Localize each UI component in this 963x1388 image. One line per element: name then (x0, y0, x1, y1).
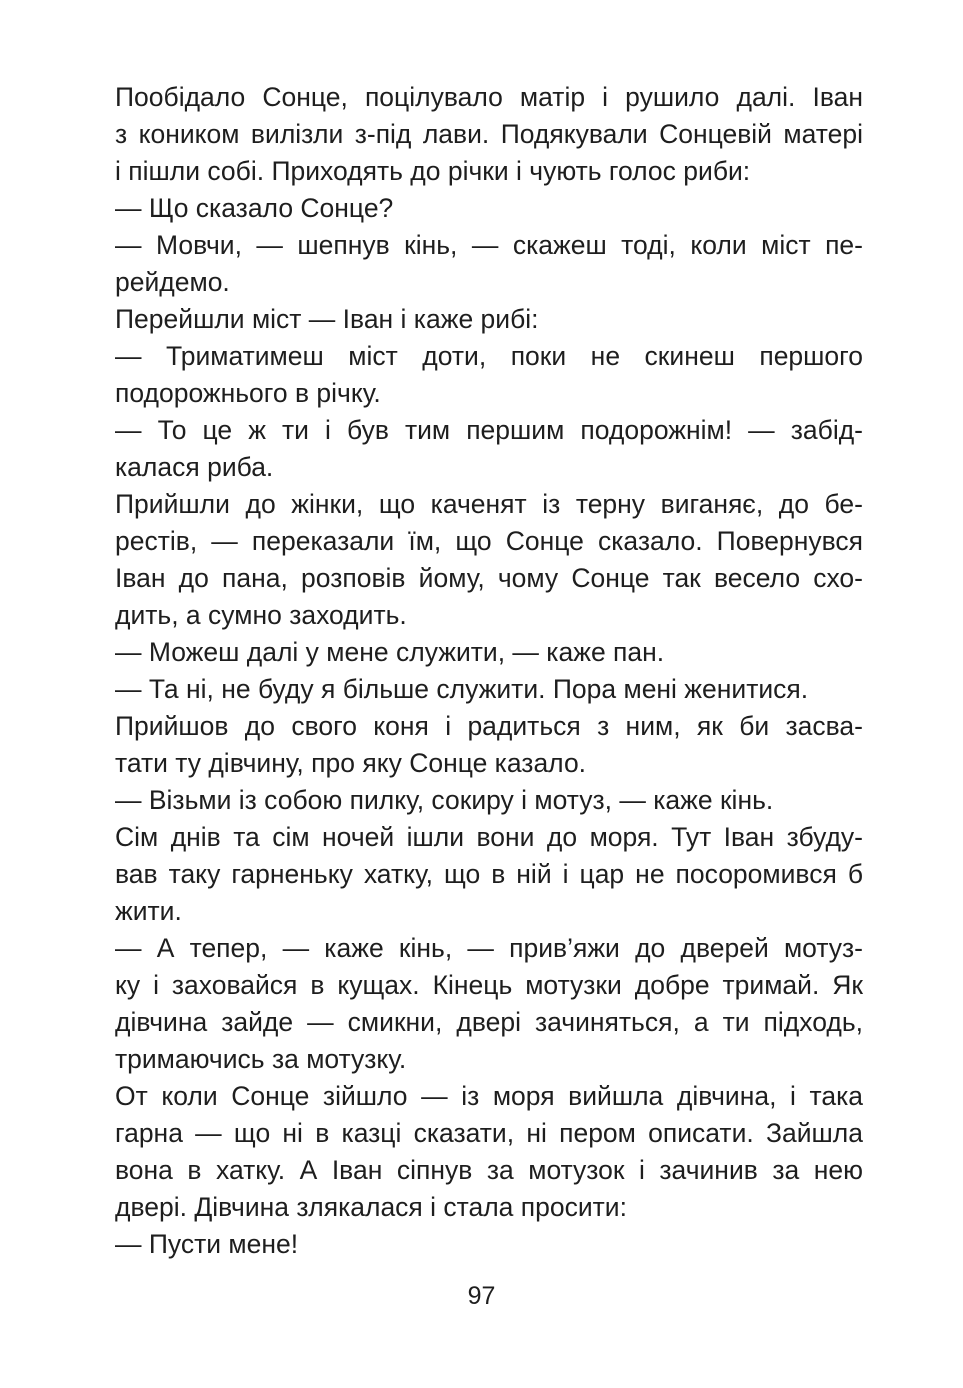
paragraph (75, 412, 863, 486)
paragraph (75, 301, 863, 338)
text-line: — Візьми із собою пилку, сокиру і мотуз, — каже кінь. (115, 785, 774, 815)
text-line: двері. Дівчина злякалася і стала просити: (115, 1192, 627, 1222)
text-line: Пообідало Сонце, поцілувало матір і рушило далі. Іван (115, 82, 863, 112)
text-line: дить, а сумно заходить. (115, 600, 407, 630)
paragraph (75, 671, 863, 708)
text-line: — То це ж ти і був тим першим подорожнім! — забід- (115, 415, 863, 445)
text-line: вав таку гарненьку хатку, що в ній і цар не посоромився б (115, 859, 863, 889)
paragraph (75, 190, 863, 227)
paragraph (75, 338, 863, 412)
text-line: жити. (115, 896, 182, 926)
text-line: — Можеш далі у мене служити, — каже пан. (115, 637, 665, 667)
text-line: — Та ні, не буду я більше служити. Пора мені женитися. (115, 674, 809, 704)
text-line: — Пусти мене! (115, 1229, 299, 1259)
text-line: ку і заховайся в кущах. Кінець мотузки добре тримай. Як (115, 970, 863, 1000)
text-line: з коником вилізли з-під лави. Подякували Сонцевій матері (115, 119, 863, 149)
text-line: рестів, — переказали їм, що Сонце сказало. Повернувся (115, 526, 863, 556)
text-line: калася риба. (115, 452, 274, 482)
text-line: — Триматимеш міст доти, поки не скинеш першого (115, 341, 863, 371)
text-line: Перейшли міст — Іван і каже рибі: (115, 304, 539, 334)
text-line: подорожнього в річку. (115, 378, 381, 408)
text-line: От коли Сонце зійшло — із моря вийшла дівчина, і така (115, 1081, 863, 1111)
paragraph (75, 79, 863, 190)
text-line: Прийшов до свого коня і радиться з ним, як би засва- (115, 711, 863, 741)
paragraph (75, 782, 863, 819)
paragraph (75, 634, 863, 671)
paragraph (75, 819, 863, 930)
paragraph (75, 930, 863, 1078)
text-line: — А тепер, — каже кінь, — прив’яжи до дверей мотуз- (115, 933, 863, 963)
text-line: Іван до пана, розповів йому, чому Сонце так весело схо- (115, 563, 863, 593)
text-line: Прийшли до жінки, що каченят із терну виганяє, до бе- (115, 489, 863, 519)
page-body-text (75, 79, 863, 1263)
text-line: рейдемо. (115, 267, 230, 297)
text-line: вона в хатку. А Іван сіпнув за мотузок і зачинив за нею (115, 1155, 863, 1185)
text-line: тати ту дівчину, про яку Сонце казало. (115, 748, 587, 778)
paragraph (75, 1226, 863, 1263)
text-line: тримаючись за мотузку. (115, 1044, 407, 1074)
paragraph (75, 1078, 863, 1226)
paragraph (75, 486, 863, 634)
paragraph (75, 708, 863, 782)
text-line: Сім днів та сім ночей ішли вони до моря. Тут Іван збуду- (115, 822, 863, 852)
text-line: — Мовчи, — шепнув кінь, — скажеш тоді, коли міст пе- (115, 230, 863, 260)
text-line: гарна — що ні в казці сказати, ні пером описати. Зайшла (115, 1118, 863, 1148)
paragraph (75, 227, 863, 301)
text-line: дівчина зайде — смикни, двері зачиняться, а ти підходь, (115, 1007, 863, 1037)
text-line: — Що сказало Сонце? (115, 193, 394, 223)
page-number: 97 (467, 1282, 496, 1310)
text-line: і пішли собі. Приходять до річки і чують голос риби: (115, 156, 751, 186)
